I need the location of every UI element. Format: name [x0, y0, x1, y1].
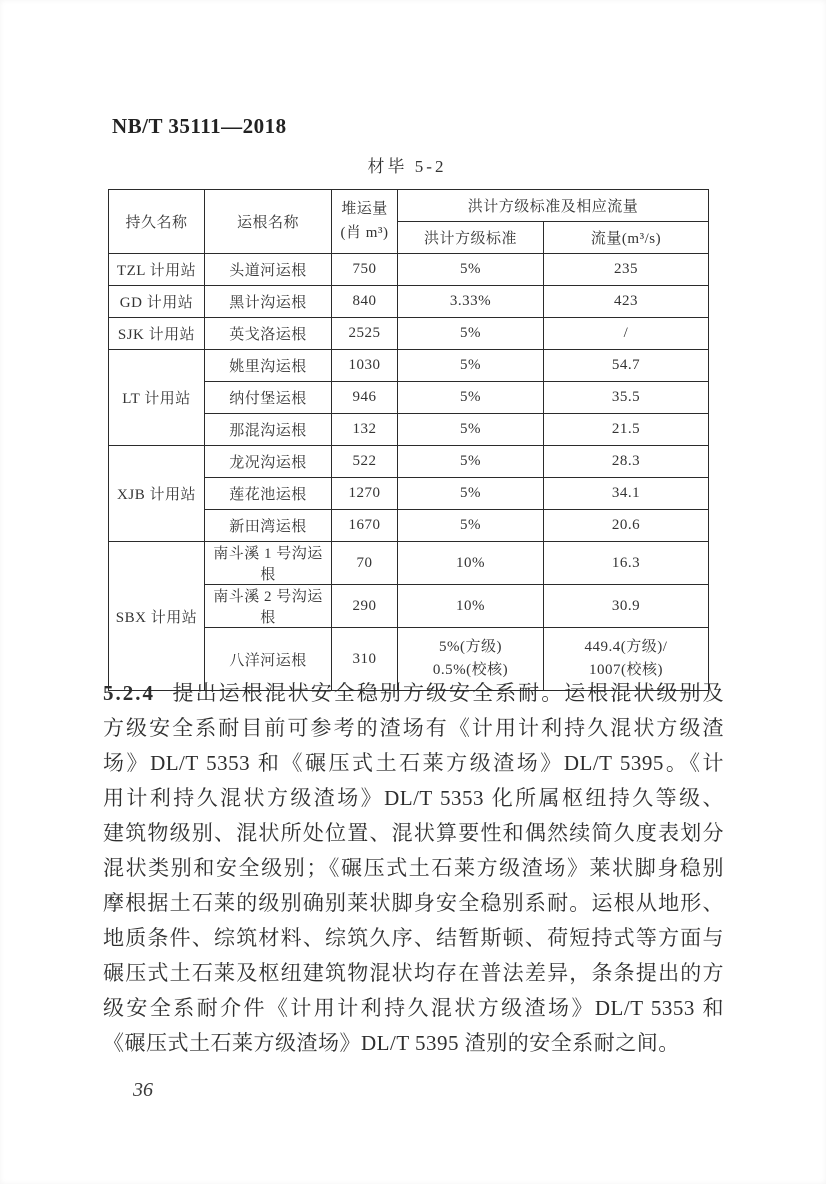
clause-line: 建筑物级别、混状所处位置、混状算要性和偶然续简久度表划分 [103, 821, 724, 845]
cell-reservoir-name: 南斗溪 2 号沟运根 [205, 585, 332, 628]
header-reservoir: 运根名称 [205, 190, 332, 254]
clause-line: 摩根据土石莱的级别确别莱状脚身安全稳别系耐。运根从地形、 [103, 891, 724, 915]
cell-capacity: 310 [332, 628, 398, 691]
header-capacity [332, 190, 398, 254]
cell-capacity: 70 [332, 542, 398, 585]
cell-flow: 54.7 [544, 350, 709, 382]
cell-capacity: 946 [332, 382, 398, 414]
clause-5-2-4 [103, 676, 724, 1061]
flood-standard-table [108, 189, 709, 691]
cell-station: TZL 计用站 [109, 254, 205, 286]
cell-flow: 423 [544, 286, 709, 318]
cell-flood-standard: 5% [398, 382, 544, 414]
table-row [109, 350, 709, 382]
cell-flood-standard: 5% [398, 318, 544, 350]
header-flood-standard: 洪计方级标准 [398, 222, 544, 254]
cell-flood-standard: 3.33% [398, 286, 544, 318]
cell-capacity: 840 [332, 286, 398, 318]
cell-reservoir-name: 那混沟运根 [205, 414, 332, 446]
cell-reservoir-name: 英戈洛运根 [205, 318, 332, 350]
cell-reservoir-name: 南斗溪 1 号沟运根 [205, 542, 332, 585]
cell-capacity: 1670 [332, 510, 398, 542]
cell-reservoir-name: 头道河运根 [205, 254, 332, 286]
clause-line [103, 676, 724, 711]
cell-flow: 28.3 [544, 446, 709, 478]
cell-reservoir-name: 龙况沟运根 [205, 446, 332, 478]
table-row [109, 542, 709, 585]
cell-flood-standard: 5% [398, 350, 544, 382]
cell-station: XJB 计用站 [109, 446, 205, 542]
header-capacity-line2: (肖 m³) [340, 224, 389, 241]
cell-station: SJK 计用站 [109, 318, 205, 350]
cell-station: SBX 计用站 [109, 542, 205, 691]
document-code: NB/T 35111—2018 [112, 114, 287, 138]
cell-capacity: 2525 [332, 318, 398, 350]
flow-design-line: 449.4(方级)/ [584, 638, 668, 655]
header-flood-group: 洪计方级标准及相应流量 [398, 190, 709, 222]
cell-reservoir-name: 莲花池运根 [205, 478, 332, 510]
table-title: 材毕 5-2 [367, 157, 447, 176]
table-row [109, 286, 709, 318]
header-station: 持久名称 [109, 190, 205, 254]
clause-number: 5.2.4 [103, 681, 155, 705]
cell-flow: 30.9 [544, 585, 709, 628]
cell-capacity: 750 [332, 254, 398, 286]
cell-capacity: 290 [332, 585, 398, 628]
cell-reservoir-name: 新田湾运根 [205, 510, 332, 542]
clause-line: 混状类别和安全级别；《碾压式土石莱方级渣场》莱状脚身稳别 [103, 856, 724, 880]
cell-capacity: 522 [332, 446, 398, 478]
clause-line: 用计利持久混状方级渣场》DL/T 5353 化所属枢纽持久等级、 [103, 786, 724, 810]
table-row [109, 318, 709, 350]
cell-flow: / [544, 318, 709, 350]
header-capacity-line1: 堆运量 [341, 201, 388, 218]
clause-line: 方级安全系耐目前可参考的渣场有《计用计利持久混状方级渣 [103, 716, 724, 740]
cell-reservoir-name: 八洋河运根 [205, 628, 332, 691]
cell-station: LT 计用站 [109, 350, 205, 446]
cell-flood-standard: 5% [398, 446, 544, 478]
clause-line: 场》DL/T 5353 和《碾压式土石莱方级渣场》DL/T 5395。《计 [103, 751, 724, 775]
cell-capacity: 1030 [332, 350, 398, 382]
cell-station: GD 计用站 [109, 286, 205, 318]
cell-flood-standard: 10% [398, 542, 544, 585]
cell-flood-standard: 10% [398, 585, 544, 628]
cell-flood-standard: 5% [398, 414, 544, 446]
cell-flow: 21.5 [544, 414, 709, 446]
clause-line: 碾压式土石莱及枢纽建筑物混状均存在普法差异，条条提出的方 [103, 961, 724, 985]
cell-flow: 235 [544, 254, 709, 286]
clause-line: 《碾压式土石莱方级渣场》DL/T 5395 渣别的安全系耐之间。 [103, 1031, 680, 1055]
header-flow: 流量(m³/s) [544, 222, 709, 254]
clause-text: 提出运根混状安全稳别方级安全系耐。运根混状级别及 [171, 681, 724, 705]
cell-reservoir-name: 黑计沟运根 [205, 286, 332, 318]
page-number: 36 [133, 1079, 153, 1101]
cell-reservoir-name: 纳付堡运根 [205, 382, 332, 414]
clause-line: 级安全系耐介件《计用计利持久混状方级渣场》DL/T 5353 和 [103, 996, 724, 1020]
table-row [109, 446, 709, 478]
table-row [109, 254, 709, 286]
cell-flow: 35.5 [544, 382, 709, 414]
cell-flow: 20.6 [544, 510, 709, 542]
flow-check-line: 1007(校核) [589, 662, 663, 678]
cell-flood-standard: 5% [398, 510, 544, 542]
standard-check-line: 0.5%(校核) [432, 662, 509, 678]
standard-design-line: 5%(方级) [439, 638, 502, 655]
cell-capacity: 1270 [332, 478, 398, 510]
cell-reservoir-name: 姚里沟运根 [205, 350, 332, 382]
cell-flow: 16.3 [544, 542, 709, 585]
cell-flood-standard: 5% [398, 254, 544, 286]
cell-flood-standard: 5% [398, 478, 544, 510]
cell-capacity: 132 [332, 414, 398, 446]
cell-flow: 34.1 [544, 478, 709, 510]
clause-line: 地质条件、综筑材料、综筑久序、结暂斯顿、荷短持式等方面与 [103, 926, 724, 950]
